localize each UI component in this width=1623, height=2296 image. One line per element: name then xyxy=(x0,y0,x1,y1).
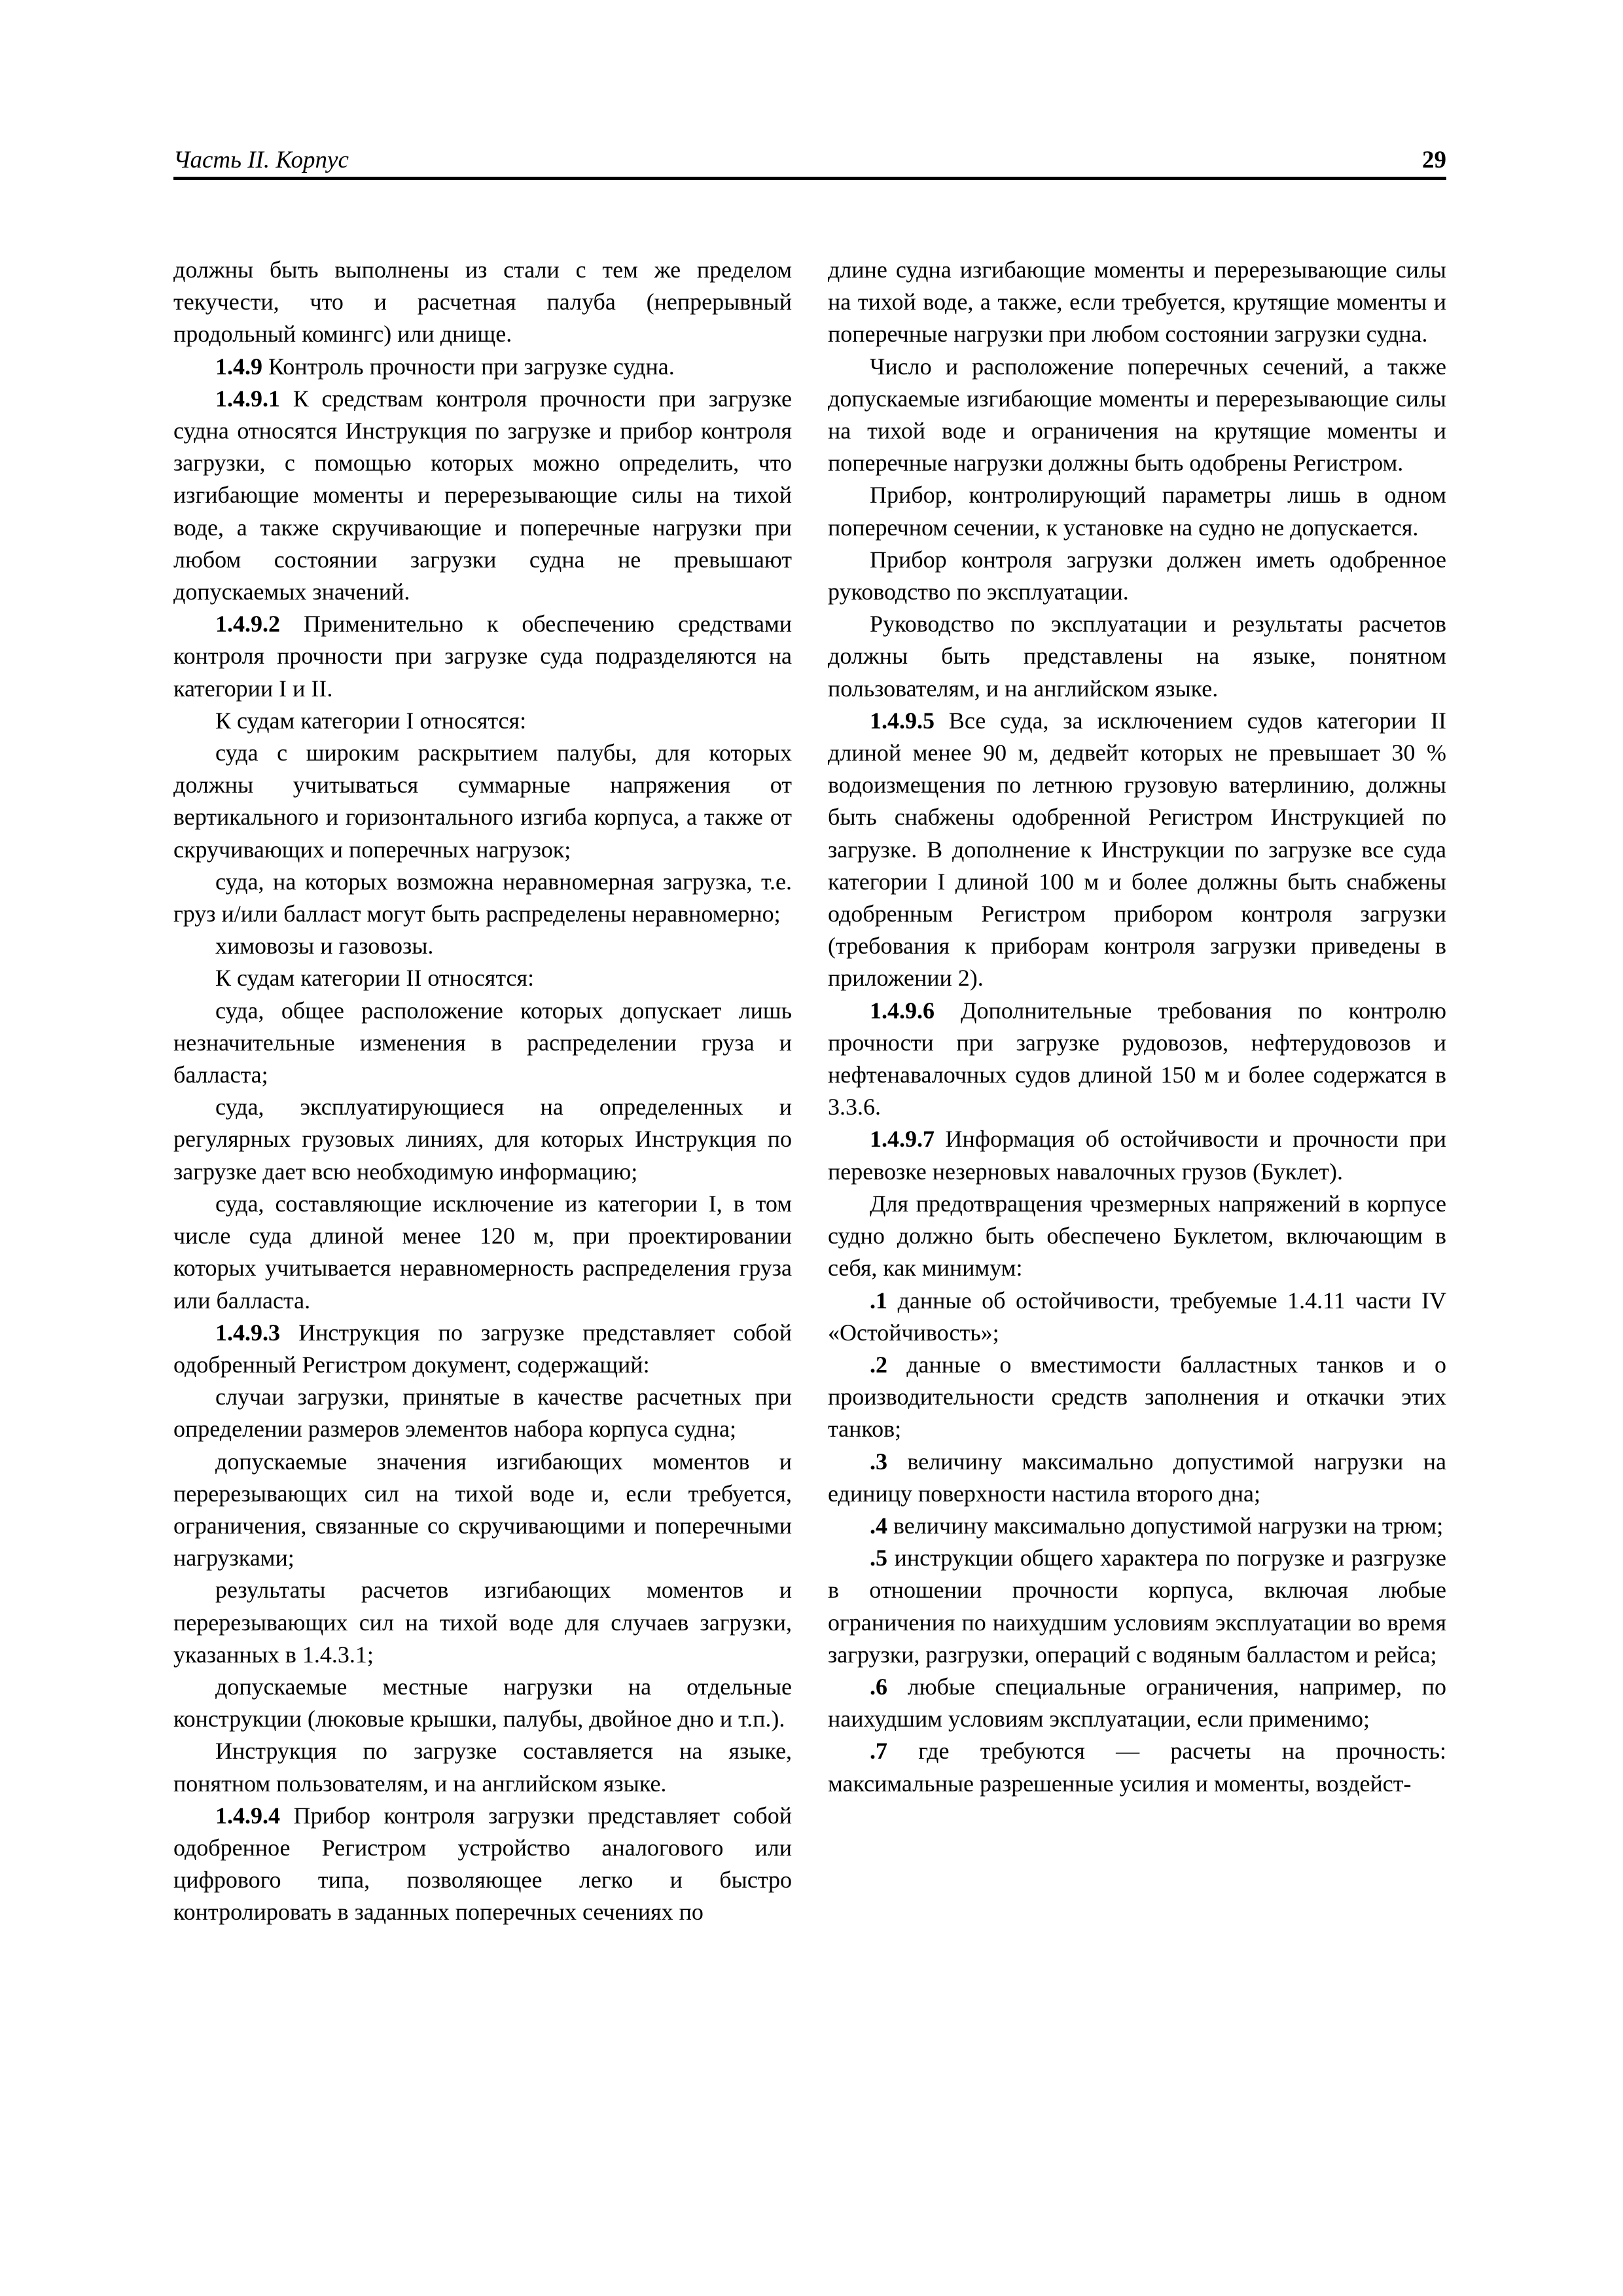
section-number: 1.4.9.3 xyxy=(215,1319,280,1346)
section-number: 1.4.9.4 xyxy=(215,1802,280,1829)
paragraph xyxy=(173,1574,792,1671)
page-number: 29 xyxy=(1422,147,1446,173)
paragraph-text: допускаемые местные нагрузки на отдельные конструкции (люковые крышки, палубы, двойное дно и т.п.). xyxy=(173,1673,792,1732)
paragraph-text: допускаемые значения изгибающих моментов и перерезывающих сил на тихой воде и, если требуется, ограничения, связанные со скручивающими и поперечными нагрузками; xyxy=(173,1448,792,1571)
paragraph xyxy=(828,1188,1446,1285)
right-text-column xyxy=(828,254,1446,1800)
paragraph-text: К судам категории I относятся: xyxy=(215,707,527,734)
section-number: 1.4.9.2 xyxy=(215,611,280,637)
paragraph xyxy=(828,1735,1446,1799)
paragraph-text: Прибор контроля загрузки должен иметь одобренное руководство по эксплуатации. xyxy=(828,546,1446,605)
paragraph xyxy=(828,1349,1446,1446)
paragraph-text: величину максимально допустимой нагрузки на трюм; xyxy=(887,1512,1444,1539)
paragraph-text: длине судна изгибающие моменты и перерезывающие силы на тихой воде, а также, если требуется, крутящие моменты и поперечные нагрузки при любом состоянии загрузки судна. xyxy=(828,257,1446,348)
section-number: 1.4.9.7 xyxy=(870,1126,935,1153)
paragraph xyxy=(828,1123,1446,1187)
paragraph-text: суда с широким раскрытием палубы, для которых должны учитываться суммарные напряжения от вертикального и горизонтального изгиба корпуса, а также от скручивающих и поперечных нагрузок; xyxy=(173,740,792,863)
paragraph-text: Число и расположение поперечных сечений, а также допускаемые изгибающие моменты и перерезывающие силы на тихой воде и ограничения на крутящие моменты и поперечные нагрузки должны быть одобрены Регистром. xyxy=(828,353,1446,476)
paragraph-text: любые специальные ограничения, например, по наихудшим условиям эксплуатации, если применимо; xyxy=(828,1673,1446,1732)
paragraph-text: Контроль прочности при загрузке судна. xyxy=(262,353,675,380)
paragraph-text: химовозы и газовозы. xyxy=(215,933,434,960)
running-header-title: Часть II. Корпус xyxy=(173,147,349,173)
paragraph xyxy=(828,479,1446,543)
paragraph xyxy=(173,1381,792,1445)
section-number: 1.4.9.1 xyxy=(215,385,280,412)
paragraph-text: данные о вместимости балластных танков и о производительности средств заполнения и откачки этих танков; xyxy=(828,1351,1446,1443)
paragraph xyxy=(173,1446,792,1575)
paragraph-text: где требуются — расчеты на прочность: максимальные разрешенные усилия и моменты, воздейст- xyxy=(828,1738,1446,1797)
paragraph-text: суда, составляющие исключение из категории I, в том числе суда длиной менее 120 м, при проектировании которых учитывается неравномерность распределения груза или балласта. xyxy=(173,1190,792,1314)
paragraph xyxy=(173,1188,792,1317)
paragraph xyxy=(828,544,1446,608)
paragraph-text: инструкции общего характера по погрузке и разгрузке в отношении прочности корпуса, включая любые ограничения по наихудшим условиям эксплуатации во время загрузки, разгрузки, операций с водяным балластом и рейса; xyxy=(828,1545,1446,1668)
paragraph xyxy=(173,962,792,994)
paragraph-text: Все суда, за исключением судов категории II длиной менее 90 м, дедвейт которых не превышает 30 % водоизмещения по летнюю грузовую ватерлинию, должны быть снабжены одобренной Регистром Инструкцией по загрузке. В дополнение к Инструкции по загрузке все суда категории I длиной 100 м и более должны быть снабжены одобренным Регистром прибором контроля загрузки (требования к приборам контроля загрузки приведены в приложении 2). xyxy=(828,707,1446,992)
paragraph-text: Руководство по эксплуатации и результаты расчетов должны быть представлены на языке, понятном пользователям, и на английском языке. xyxy=(828,611,1446,702)
paragraph xyxy=(173,383,792,608)
paragraph-text: величину максимально допустимой нагрузки на единицу поверхности настила второго дна; xyxy=(828,1448,1446,1507)
paragraph-text: суда, общее расположение которых допускает лишь незначительные изменения в распределении груза и балласта; xyxy=(173,997,792,1088)
paragraph-text: суда, эксплуатирующиеся на определенных и регулярных грузовых линиях, для которых Инструкция по загрузке дает всю необходимую информацию; xyxy=(173,1094,792,1185)
paragraph-text: должны быть выполнены из стали с тем же пределом текучести, что и расчетная палуба (непрерывный продольный комингс) или днище. xyxy=(173,257,792,348)
paragraph xyxy=(173,930,792,962)
paragraph-text: Информация об остойчивости и прочности при перевозке незерновых навалочных грузов (Буклет). xyxy=(828,1126,1446,1185)
paragraph-text: Прибор контроля загрузки представляет собой одобренное Регистром устройство аналогового или цифрового типа, позволяющее легко и быстро контролировать в заданных поперечных сечениях по xyxy=(173,1802,792,1926)
paragraph xyxy=(173,254,792,351)
section-number: .6 xyxy=(870,1673,887,1700)
paragraph xyxy=(173,866,792,930)
paragraph xyxy=(828,1285,1446,1349)
paragraph xyxy=(828,608,1446,705)
paragraph-text: случаи загрузки, принятые в качестве расчетных при определении размеров элементов набора корпуса судна; xyxy=(173,1384,792,1443)
paragraph xyxy=(828,1542,1446,1671)
paragraph-text: данные об остойчивости, требуемые 1.4.11 части IV «Остойчивость»; xyxy=(828,1287,1446,1346)
paragraph xyxy=(828,1510,1446,1542)
section-number: .4 xyxy=(870,1512,887,1539)
paragraph-text: Для предотвращения чрезмерных напряжений в корпусе судно должно быть обеспечено Буклетом, включающим в себя, как минимум: xyxy=(828,1190,1446,1282)
section-number: .2 xyxy=(870,1351,887,1378)
paragraph-text: Применительно к обеспечению средствами контроля прочности при загрузке суда подразделяются на категории I и II. xyxy=(173,611,792,702)
section-number: 1.4.9 xyxy=(215,353,262,380)
paragraph-text: Прибор, контролирующий параметры лишь в одном поперечном сечении, к установке на судно не допускается. xyxy=(828,482,1446,541)
paragraph xyxy=(173,705,792,737)
paragraph-text: К средствам контроля прочности при загрузке судна относятся Инструкция по загрузке и прибор контроля загрузки, с помощью которых можно определить, что изгибающие моменты и перерезывающие силы на тихой воде, а также скручивающие и поперечные нагрузки при любом состоянии загрузки судна не превышают допускаемых значений. xyxy=(173,385,792,605)
paragraph-text: результаты расчетов изгибающих моментов и перерезывающих сил на тихой воде для случаев загрузки, указанных в 1.4.3.1; xyxy=(173,1577,792,1668)
paragraph xyxy=(173,1735,792,1799)
paragraph xyxy=(828,1671,1446,1735)
paragraph-text: суда, на которых возможна неравномерная загрузка, т.е. груз и/или балласт могут быть распределены неравномерно; xyxy=(173,868,792,927)
paragraph xyxy=(828,254,1446,351)
section-number: 1.4.9.6 xyxy=(870,997,935,1024)
paragraph xyxy=(173,737,792,866)
paragraph xyxy=(173,351,792,383)
page-header xyxy=(173,145,1446,180)
paragraph xyxy=(173,995,792,1092)
paragraph xyxy=(828,351,1446,480)
section-number: .3 xyxy=(870,1448,887,1475)
section-number: .1 xyxy=(870,1287,887,1314)
left-text-column xyxy=(173,254,792,1929)
section-number: .5 xyxy=(870,1545,887,1571)
paragraph xyxy=(173,1317,792,1381)
paragraph-text: Дополнительные требования по контролю прочности при загрузке рудовозов, нефтерудовозов и нефтенавалочных судов длиной 150 м и более содержатся в 3.3.6. xyxy=(828,997,1446,1121)
paragraph xyxy=(828,995,1446,1124)
paragraph xyxy=(828,705,1446,995)
paragraph xyxy=(173,1671,792,1735)
section-number: .7 xyxy=(870,1738,887,1765)
paragraph xyxy=(173,608,792,705)
paragraph xyxy=(173,1800,792,1929)
paragraph xyxy=(828,1446,1446,1510)
section-number: 1.4.9.5 xyxy=(870,707,935,734)
paragraph-text: К судам категории II относятся: xyxy=(215,965,535,992)
paragraph-text: Инструкция по загрузке представляет собой одобренный Регистром документ, содержащий: xyxy=(173,1319,792,1378)
paragraph-text: Инструкция по загрузке составляется на языке, понятном пользователям, и на английском языке. xyxy=(173,1738,792,1797)
paragraph xyxy=(173,1091,792,1188)
